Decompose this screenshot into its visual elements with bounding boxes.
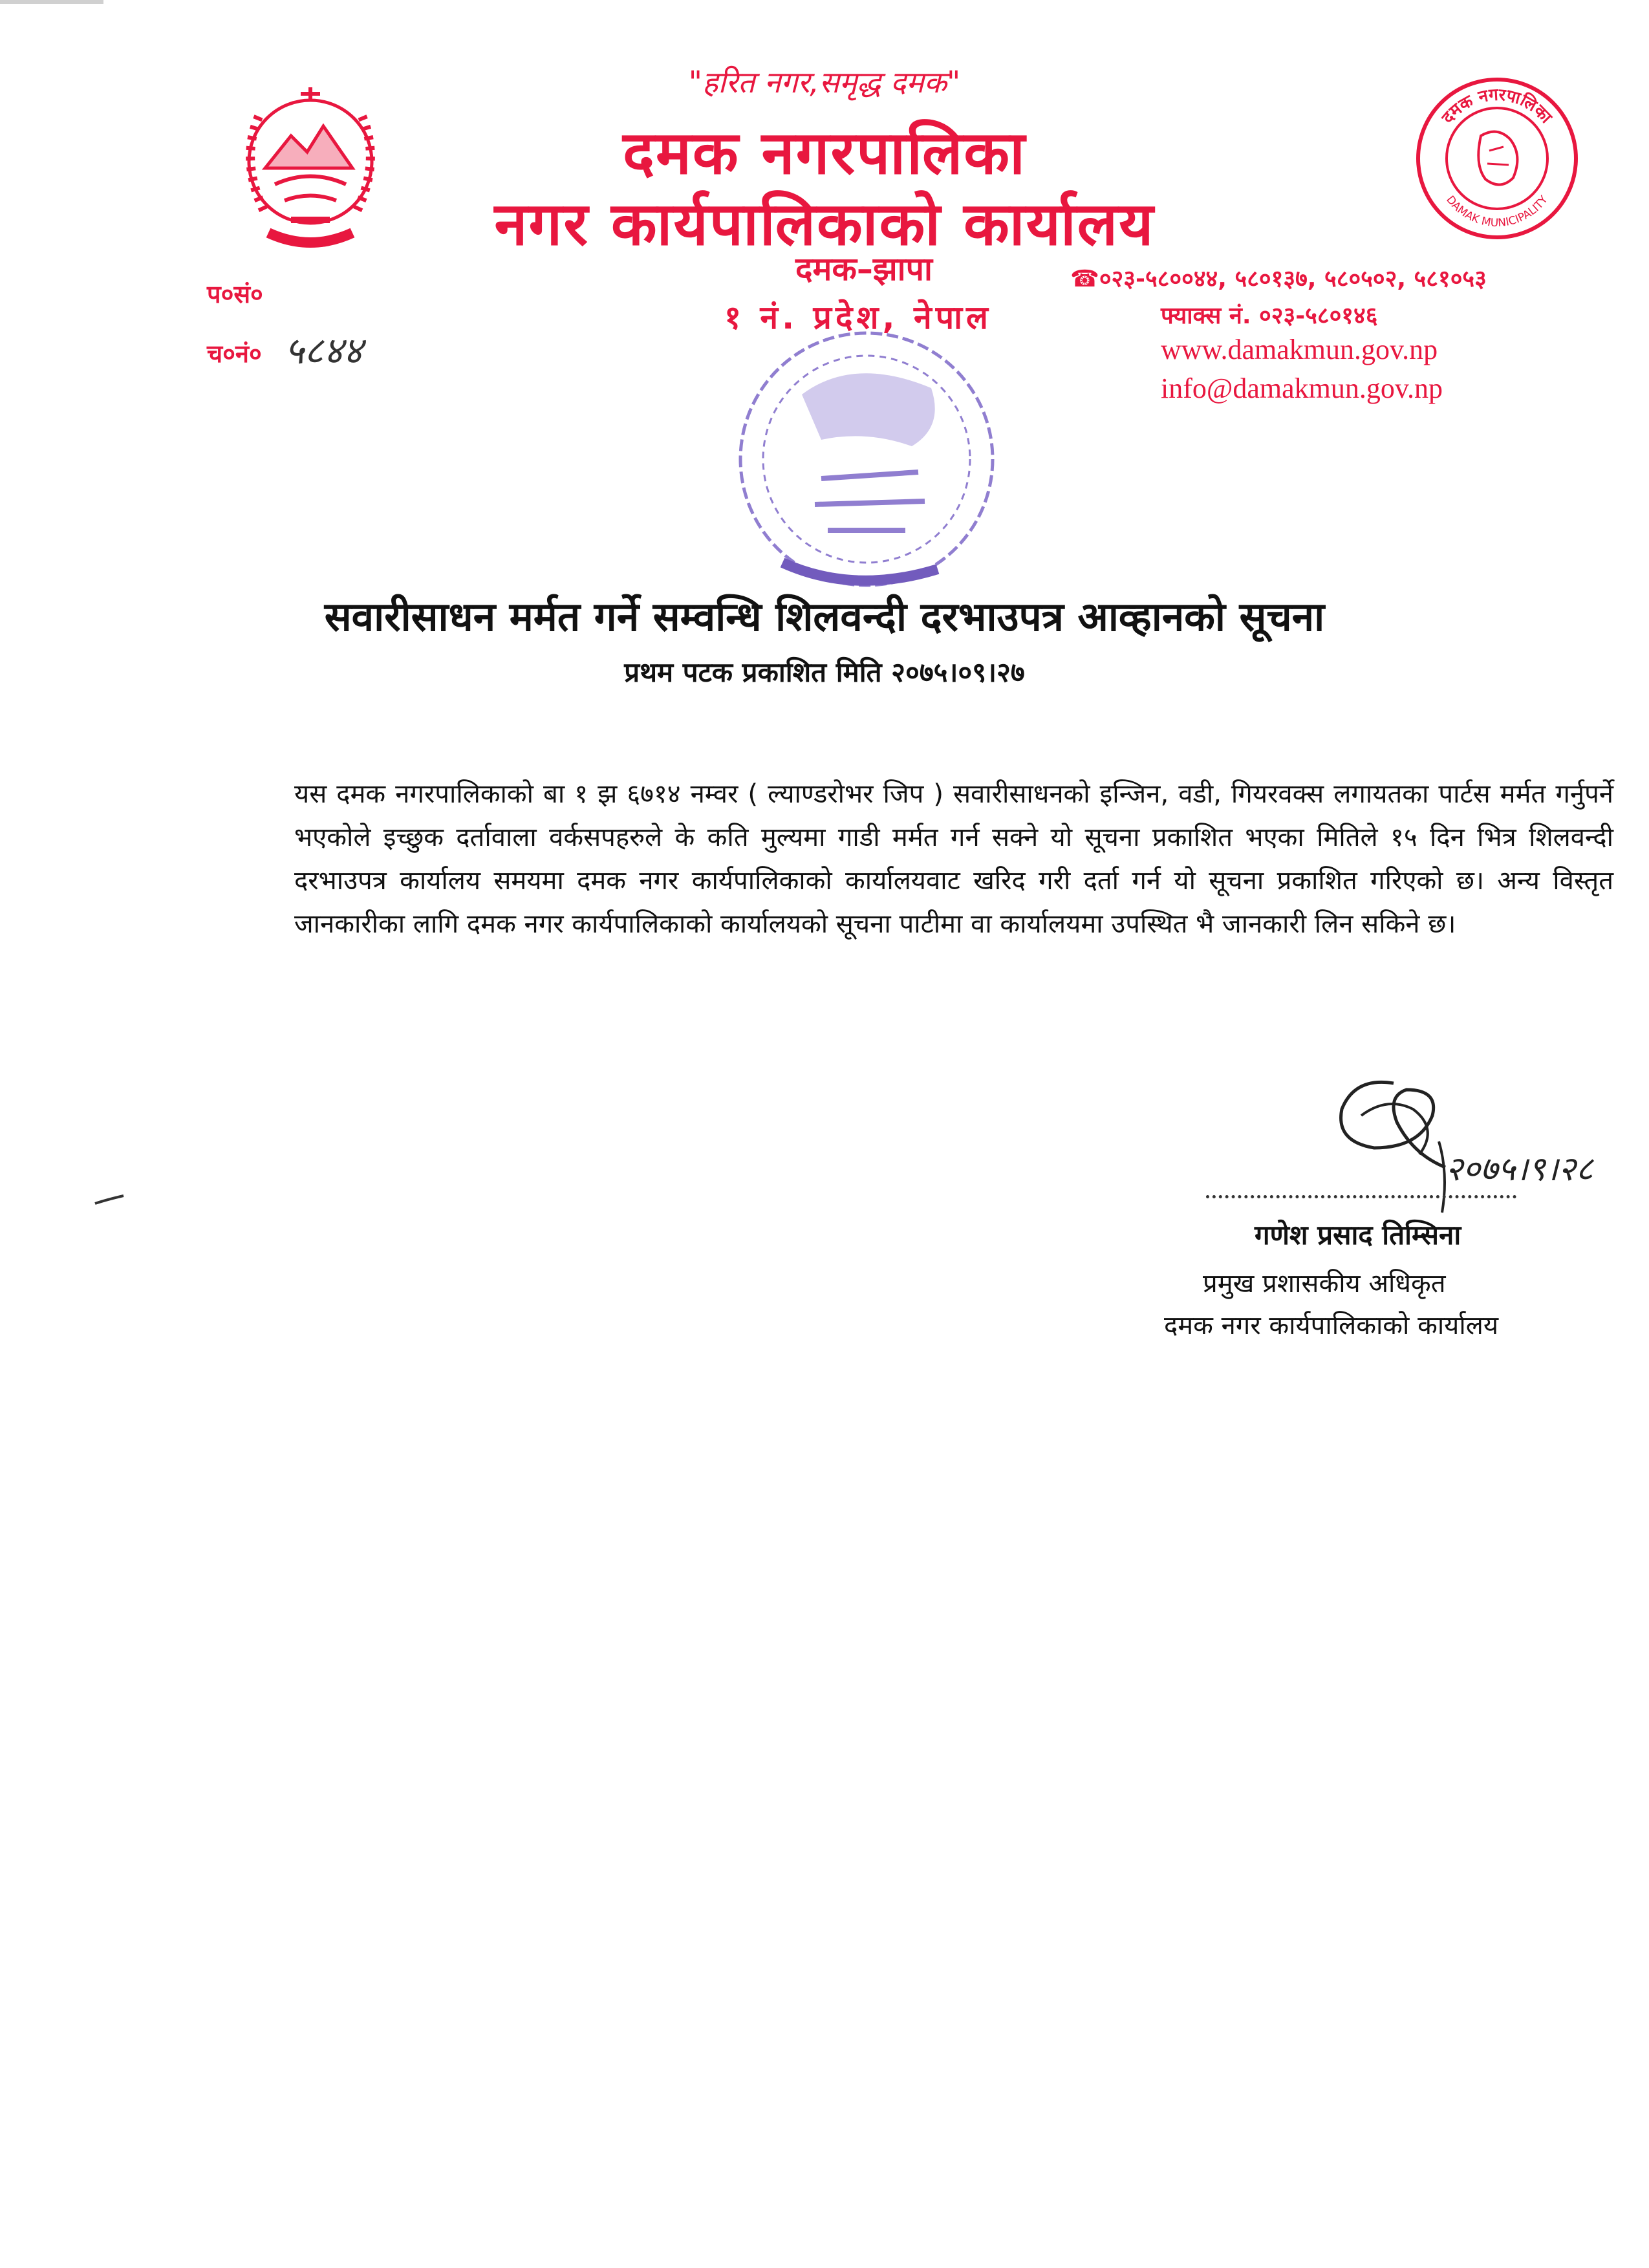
signer-office: दमक नगर कार्यपालिकाको कार्यालय [1164, 1311, 1499, 1341]
notice-title: सवारीसाधन मर्मत गर्ने सम्वन्धि शिलवन्दी दरभाउपत्र आव्हानको सूचना [324, 593, 1325, 640]
published-date: प्रथम पटक प्रकाशित मिति २०७५।०९।२७ [624, 656, 1025, 688]
municipality-name: दमक नगरपालिका [623, 118, 1026, 188]
margin-mark [94, 1193, 126, 1206]
patra-sankhya-label: प०सं० [207, 280, 263, 308]
scan-edge-line [0, 0, 103, 4]
chalani-number-value: ५८४४ [285, 329, 363, 373]
province: १ नं. प्रदेश, नेपाल [724, 299, 992, 336]
signature-date: २०७५।९।२८ [1445, 1150, 1593, 1189]
website-link[interactable]: www.damakmun.gov.np [1161, 334, 1438, 365]
email-link[interactable]: info@damakmun.gov.np [1161, 373, 1443, 404]
slogan: "हरित नगर,समृद्ध दमक" [688, 65, 961, 100]
office-stamp-icon [724, 317, 1009, 601]
seal-text-nepali: दमक नगरपालिका [1438, 85, 1556, 127]
office-name: नगर कार्यपालिकाको कार्यालय [494, 189, 1155, 259]
location: दमक–झापा [795, 250, 932, 288]
signature-line [1206, 1195, 1516, 1198]
phone-numbers: ☎०२३-५८००४४, ५८०१३७, ५८०५०२, ५८१०५३ [1070, 266, 1487, 292]
notice-body: यस दमक नगरपालिकाको बा १ झ ६७१४ नम्वर ( ल्याण्डरोभर जिप ) सवारीसाधनको इन्जिन, वडी, गियरवक्स लगायतका पार्टस मर्मत गर्नुपर्ने भएकोले इच्छुक दर्तावाला वर्कसपहरुले के कति मुल्यमा गाडी मर्मत गर्न सक्ने यो सूचना प्रकाशित भएका मितिले १५ दिन भित्र शिलवन्दी दरभाउपत्र कार्यालय समयमा दमक नगर कार्यपालिकाको कार्यालयवाट खरिद गरी दर्ता गर्न यो सूचना प्रकाशित गरिएको छ। अन्य विस्तृत जानकारीका लागि दमक नगर कार्यपालिकाको कार्यालयको सूचना पाटीमा वा कार्यालयमा उपस्थित भै जानकारी लिन सकिने छ। [294, 779, 1613, 939]
chalani-number-label: च०नं० [207, 340, 262, 368]
fax-number: फ्याक्स नं. ०२३-५८०१४६ [1161, 303, 1378, 329]
signer-designation: प्रमुख प्रशासकीय अधिकृत [1203, 1269, 1446, 1299]
signer-name: गणेश प्रसाद तिम्सिना [1255, 1219, 1461, 1251]
seal-text-english: DAMAK MUNICIPALITY [1443, 193, 1551, 230]
